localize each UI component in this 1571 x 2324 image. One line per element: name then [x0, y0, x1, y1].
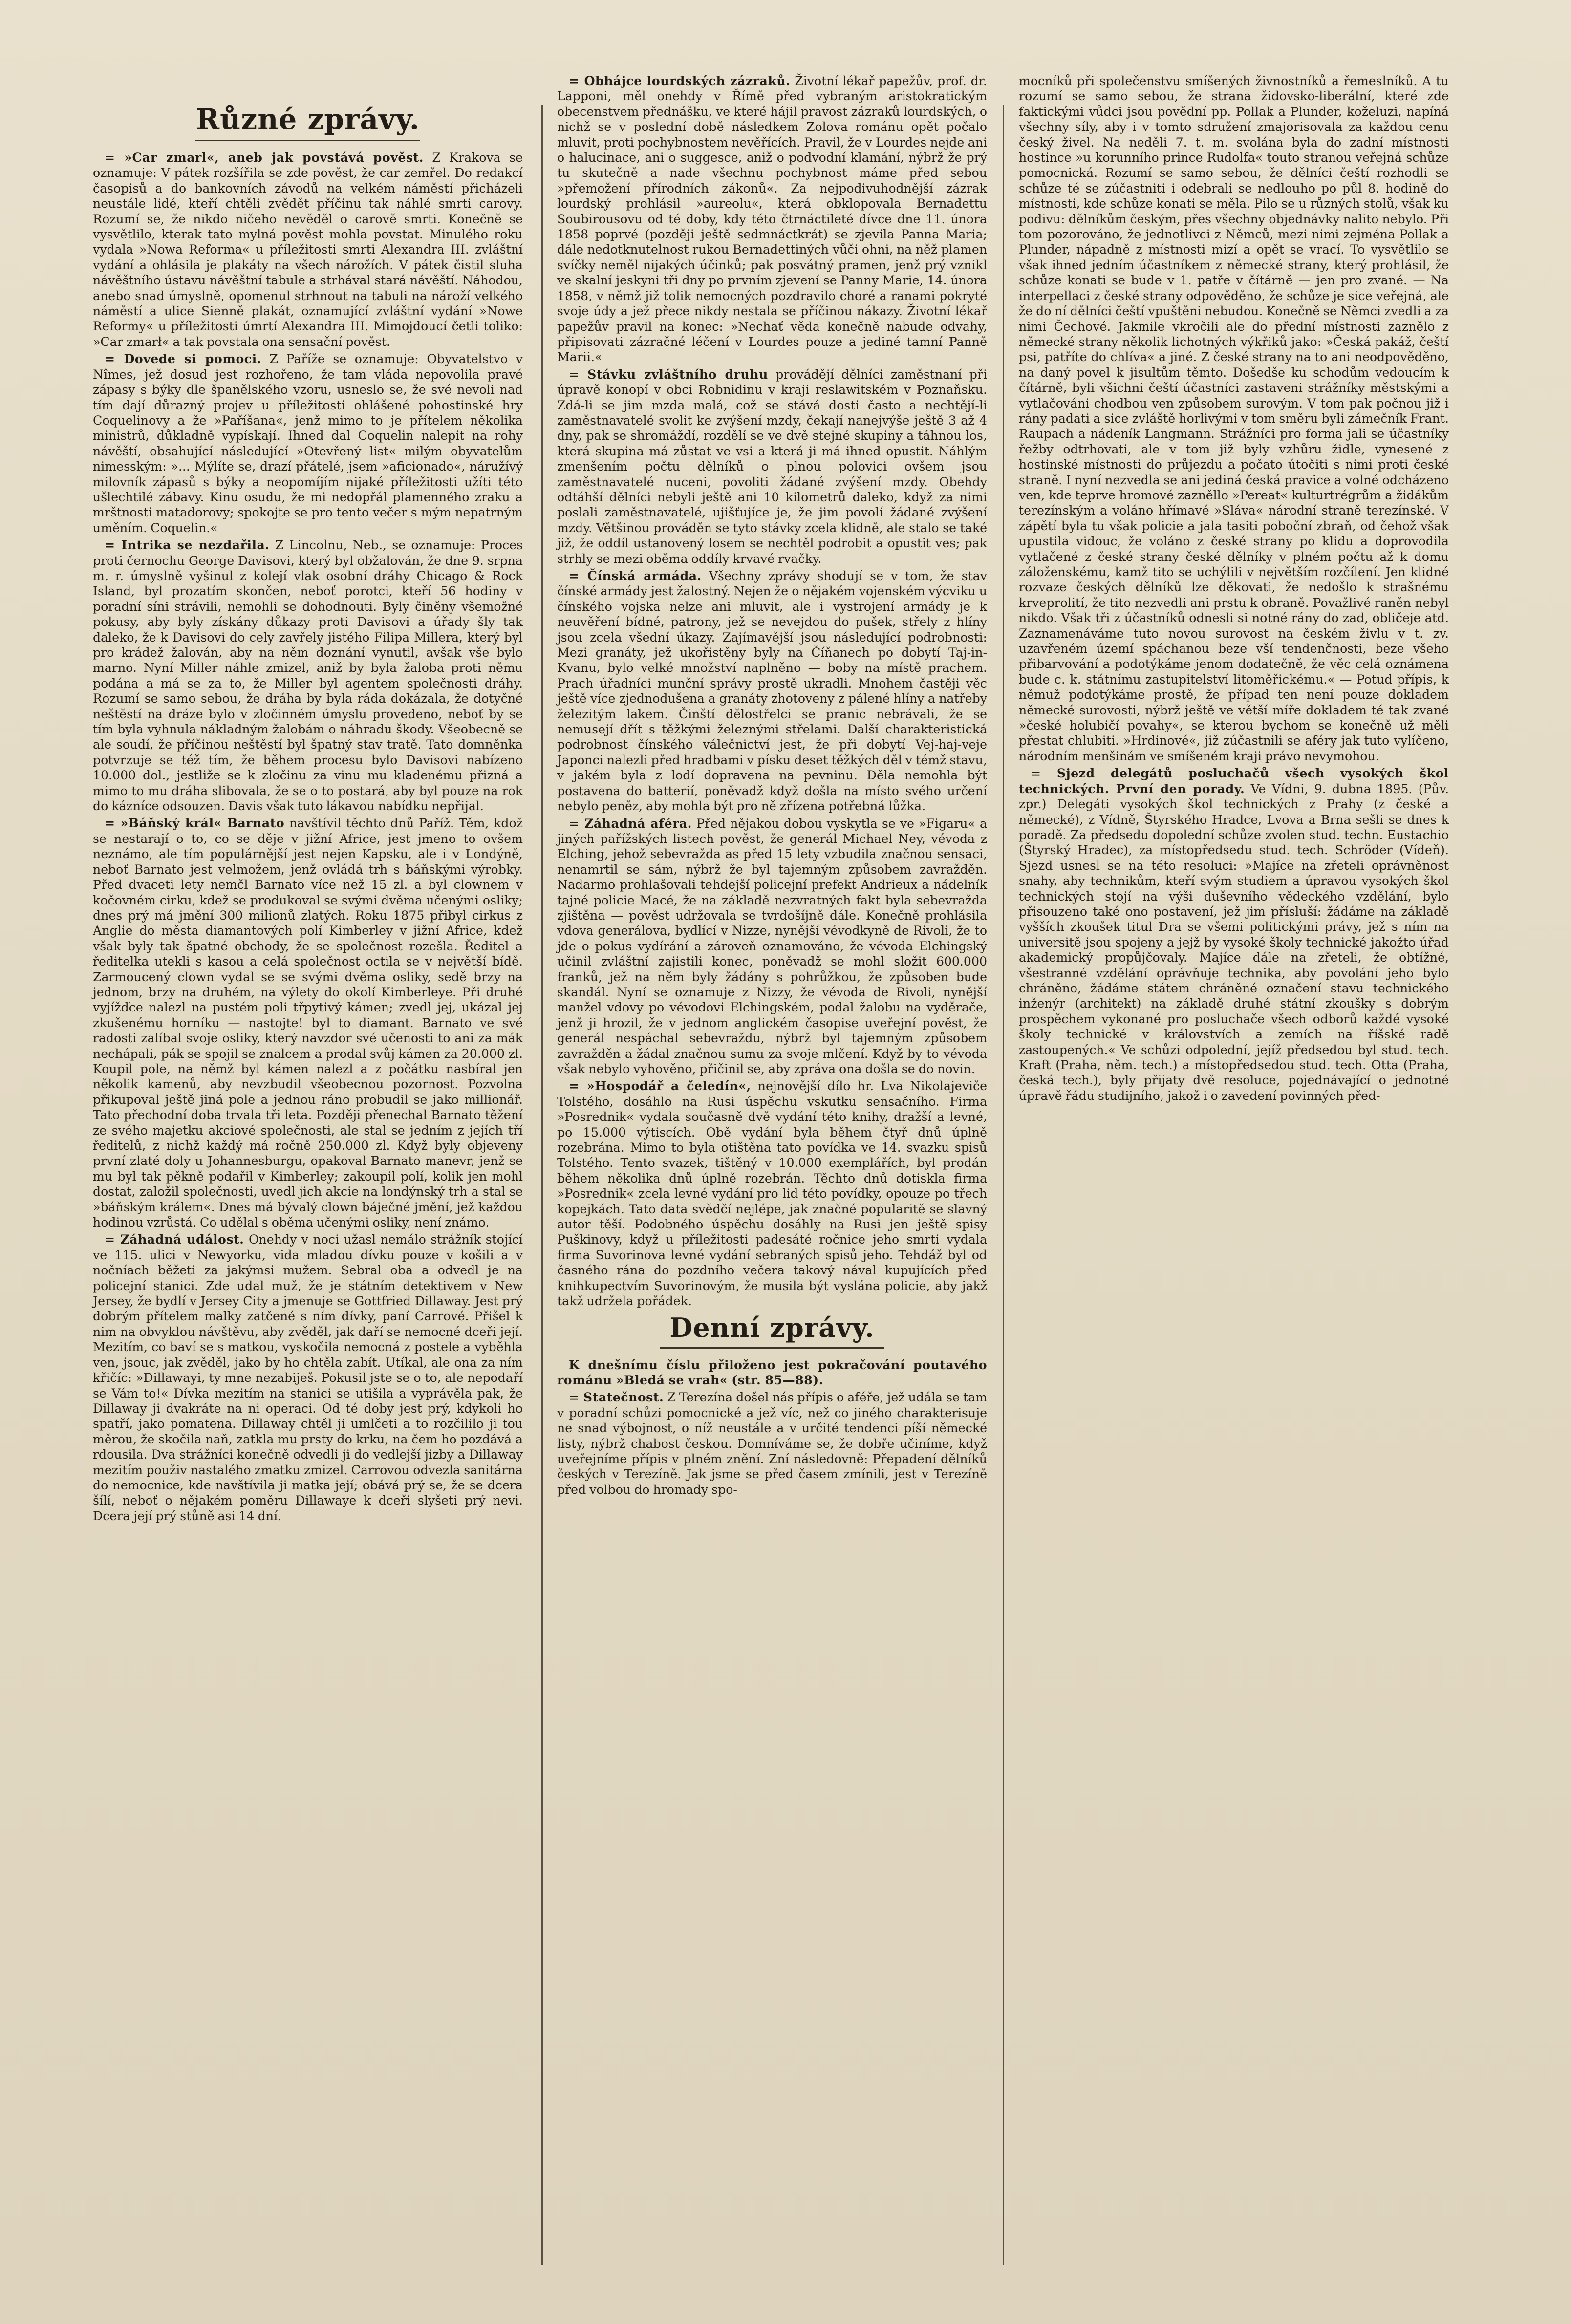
column-2 — [557, 73, 987, 1499]
section-title-ruzne: Různé zprávy. — [195, 103, 420, 136]
article-body: Před nějakou dobou vyskytla se ve »Figaru« a jiných pařížských listech pověst, že generál Michael Ney, vévoda z Elching, jehož sebevražda as před 15 lety vzbudila značnou sensaci, nenamrtil se sám, nýbrž že byl tajemným způsobem zavražděn. Nadarmo prohlašovali tehdejší policejní prefekt Andrieux a nádelník tajné policie Macé, že na základě nezvratných fakt byla sebevražda zjištěna — pověst udržovala se tvrdošíjně dále. Konečně prohlásila vdova generálova, bydlící v Nizze, nynější vévodkyně de Rivoli, že to jde o pokus vydírání a zároveň oznamováno, že vévoda Elchingský učinil zvláštní zajistili konec, poněvadž se mohl složit 600.000 franků, jež na něm byly žádány s pohrůžkou, že způsoben bude skandál. Nyní se oznamuje z Nizzy, že vévoda de Rivoli, nynější manžel vdovy po vévodovi Elchingském, podal žalobu na vyděrače, jenž ji hrozil, že v jednom anglickém časopise uveřejní pověst, že generál nespáchal sebevraždu, nýbrž byl tajemným způsobem zavražděn a žádal značnou sumu za svoje mlčení. Když by to vévoda však nebylo vyhověno, přičinil se, aby zpráva ona došla se do novin. — [557, 816, 987, 1076]
column-3 — [1019, 73, 1449, 1105]
article-dovede-si-pomoci — [93, 351, 523, 536]
article-lead: = Čínská armáda. — [569, 568, 702, 583]
article-body: Z Krakova se oznamuje: V pátek rozšířila se zde pověst, že car zemřel. Do redakcí časopisů a do bankovních závodů na velkém náměstí přicházeli neustále lidé, kteří chtěli zvědět příčinu tak náhlé smrti carovy. Rozumí se, že nikdo ničeho nevěděl o carově smrti. Konečně se vysvětlilo, kterak tato mylná pověst mohla povstat. Minulého roku vydala »Nowa Reforma« u příležitosti smrti Alexandra III. zvláštní vydání a ohlásila je plakáty na všech nárožích. V pátek čistil sluha návěštního ústavu návěštní tabule a strhával stará návěští. Náhodou, anebo snad úmyslně, opomenul strhnout na tabuli na nároží velkého náměstí a ulice Sienně plakát, oznamující zvláštní vydání »Nowe Reformy« u příležitosti úmrtí Alexandra III. Mimojdoucí četli toliko: »Car zmarł« a tak povstala ona sensační pověst. — [93, 151, 523, 349]
section-title-underline — [660, 1347, 884, 1349]
article-hospodar-a-celedin — [557, 1078, 987, 1309]
article-body: Životní lékař papežův, prof. dr. Lapponi, měl onehdy v Římě před vybraným aristokratickým obecenstvem přednášku, ve které hájil pravost zázraků lourdských, o nichž se v poslední době následkem Zolova románu opět počalo mluvit, proti pochybnostem nevěřících. Pravil, že v Lourdes nejde ani o halucinace, ani o suggesce, aniž o podvodní klamání, nýbrž že prý tu skutečně a nade všechnu pochybnost máme před sebou »přemožení přírodních zákonů«. Za nejpodivuhodnější zázrak lourdský prohlásil »aureolu«, která obklopovala Bernadettu Soubirousovu od té doby, kdy této čtrnáctileté dívce dne 11. února 1858 poprvé (později ještě sedmnáctkrát) se zjevila Panna Maria; dále nedotknutelnost rukou Bernadettiných vůči ohni, na něž plamen svíčky neměl nijakých účinků; pak posvátný pramen, jenž prý vznikl ve skalní jeskyni tři dny po prvním zjevení se Panny Marie, 14. února 1858, v němž již tolik nemocných pozdravilo choré a ranami pokryté svoje údy a jež přece nikdy nestala se příčinou nákazy. Životní lékař papežův pravil na konec: »Nechať věda konečně nabude odvahy, připisovati zázračné léčení v Lourdes pouze a jediné tamní Panně Marii.« — [557, 74, 987, 365]
article-obhajce — [557, 73, 987, 365]
column-rule-left — [541, 105, 543, 2265]
article-body: Všechny zprávy shodují se v tom, že stav čínské armády jest žalostný. Nejen že o nějakém vojenském výcviku u čínského vojska nelze ani mluvit, ale i vystrojení armády je k neuvěření bídné, patrony, jež se nevejdou do pušek, střely z hlíny jsou zcela všední úkazy. Zajímavější jsou následující podrobnosti: Mezi granáty, jež ukořistěny byly na Číňanech po dobytí Taj-in-Kvanu, bylo velké množství naplněno — boby na místě prachem. Prach úřadníci munční správy prostě ukradli. Mnohem častěji věc ještě více zjednodušena a granáty zhotoveny z pálené hlíny a natřeby železitým lakem. Činští dělostřelci se pranic nebrávali, že se nemusejí dřít s těžkými železnými střelami. Další charakteristická podrobnost čínského válečnictví jest, že při dobytí Vej-haj-veje Japonci nalezli před hradbami v písku deset těžkých děl v témž stavu, v jakém byla z lodí dopravena na pevninu. Děla nemohla být postavena do batterií, poněvadž když došla na místo svého určení nebylo peněz, aby mohla být pro ně zřízena potřebná lůžka. — [557, 569, 987, 814]
article-pokracovani-romanu — [557, 1357, 987, 1388]
article-zahadna-udalost — [93, 1232, 523, 1524]
article-statecnost-continued — [1019, 73, 1449, 764]
article-body: provádějí dělníci zaměstnaní při úpravě konopí v obci Robnidinu v kraji reslawitském v Poznaňsku. Zdá-li se jim mzda malá, což se stává dosti často a nechtějí-li zaměstnavatelé svolit ke zvýšení mzdy, čekají nanejvýše ještě 3 až 4 dny, pak se shromáždí, rozdělí se ve dvě stejné skupiny a táhnou los, která skupina má zůstat ve vsi a která ji má ihned opustit. Náhlým zmenšením počtu dělníků o plnou polovici ovšem jsou zaměstnavatelé nuceni, povoliti žádané zvýšení mzdy. Obehdy odtáhší dělníci nebyli ještě ani 10 kilometrů daleko, když za nimi poslali zaměstnavatelé, ujišťujíce je, že jim povolí žádané zvýšení mzdy. Většinou prováděn se tyto stávky zcela klidně, ale stalo se také již, že oddíl ustanovený losem se nechtěl podrobit a opustit ves; pak strhly se mezi oběma oddíly krvavé rvačky. — [557, 367, 987, 566]
article-car-zmarl — [93, 150, 523, 349]
article-body: Onehdy v noci užasl nemálo strážník stojící ve 115. ulici v Newyorku, vida mladou dívku pouze v košili a v nočníach běžeti za jakýmsi mužem. Sebral oba a odvedl je na policejní stanici. Zde udal muž, že je státním detektivem v New Jersey, že bydlí v Jersey City a jmenuje se Gottfried Dillaway. Jest prý dobrým přítelem malky zatčené s ním dívky, paní Carrové. Přišel k nim na obvyklou návštěvu, aby zvěděl, jak daří se nemocné dceři její. Mezitím, co baví se s matkou, vyskočila nemocná z postele a vyběhla ven, jsouc, jak zvěděl, jako by ho chtěla zabít. Utíkal, ale ona za ním křičíc: »Dillawayi, ty mne nezabiješ. Pokusil jste se o to, ale nepodaří se Vám to!« Dívka mezitím na stanici se utišila a vyprávěla pak, že Dillaway ji dvakráte na ni operaci. Od té doby jest prý, kdykoli ho spatří, jako pomatena. Dillaway chtěl ji umlčeti a to rozčililo ji tou měrou, že skočila naň, zatkla mu prsty do krku, na čem ho pozdává a rdousila. Dva strážníci konečně odvedli ji do vedlejší jizby a Dillaway mezitím použiv nastalého zmatku zmizel. Carrovou odvezla sanitárna do nemocnice, kde navštívila ji matka její; obává prý se, že se dcera šílí, neboť o nějakém poměru Dillawaye k dceři slyšeti prý nevi. Dcera její prý stůně asi 14 dní. — [93, 1232, 523, 1523]
article-body: Z Lincolnu, Neb., se oznamuje: Proces proti černochu George Davisovi, který byl obžalován, že dne 9. srpna m. r. úmyslně vyšinul z kolejí vlak osobní dráhy Chicago & Rock Island, byl prozatím skončen, neboť porotci, kteří 56 hodiny v poradní síni strávili, nemohli se dohodnouti. Byly činěny všemožné pokusy, aby byly získány důkazy proti Davisovi a úřady šly tak daleko, že k Davisovi do cely zavřely jistého Filipa Millera, který byl pro krádež žalován, aby na něm doznání vynutil, avšak vše bylo marno. Nyní Miller náhle zmizel, aniž by byla žaloba proti němu podána a má se za to, že Miller byl agentem společnosti dráhy. Rozumí se samo sebou, že dráha by byla ráda dokázala, že dotyčné neštěstí na dráze bylo v zločinném úmyslu provedeno, neboť by se tím byla vyhnula nákladným žalobám o náhradu škody. Všeobecně se ale soudí, že příčinou neštěstí byl špatný stav tratě. Tato domněnka potvrzuje se též tím, že během procesu bylo Davisovi nabízeno 10.000 dol., jestliže se k zločinu za vinu mu kladenému přizná a mimo to mu dráha slibovala, že se o to postará, aby byl pouze na rok do kázníce odsouzen. Davis však tuto lákavou nabídku nepřijal. — [93, 538, 523, 814]
article-intrika — [93, 538, 523, 814]
article-zahadna-afera — [557, 816, 987, 1077]
article-lead: = Statečnost. — [569, 1390, 664, 1405]
article-sjezd-delegatu — [1019, 766, 1449, 1103]
article-body: nejnovější dílo hr. Lva Nikolajeviče Tolstého, dosáhlo na Rusi úspěchu vskutku sensačního. Firma »Posrednik« vydala současně dvě vydání této knihy, dražší a levné, po 15.000 výtiscích. Obě vydání byla během čtyř dnů úplně rozebrána. Mimo to byla otištěna tato povídka ve 14. svazku spisů Tolstého. Tento svazek, tištěný v 10.000 exemplářích, byl prodán během několika dnů úplně rozebrán. Těchto dnů dotiskla firma »Posrednik« zcela levné vydání pro lid této povídky, opouze po třech kopejkách. Tato data svědčí nejlépe, jak značné popularitě se slavný autor těší. Podobného úspěchu dosáhly na Rusi jen ještě spisy Puškinovy, když u příležitosti padesáté ročnice jeho smrti vydala firma Suvorinova levné vydání sebraných spisů jeho. Tehdáž byl od časného rána do pozdního večera takový nával kupujících před knihkupectvím Suvorinovým, že musila být vyslána policie, aby jakž takž udržela pořádek. — [557, 1079, 987, 1309]
article-body: navštívil těchto dnů Paříž. Těm, kdož se nestarají o to, co se děje v jižní Africe, jest jmeno to ovšem neznámo, ale tím populárnější jest nejen Kapsku, ale i v Londýně, neboť Barnato jest velmožem, jenž ovládá trh s báňskými výrobky. Před dvaceti lety nemčl Barnato více než 15 zl. a byl clownem v kočovném cirku, kdež se produkoval se svými dvěma učenými osliky; dnes prý má jmění 300 milionů zlatých. Roku 1875 přibyl cirkus z Anglie do města diamantových polí Kimberley v jižní Africe, kdež však byly tak špatné obchody, že se společnost rozešla. Ředitel a ředitelka utekli s kasou a celá společnost octila se v největší bídě. Zarmoucený clown vydal se se svými dvěma osliky, sedě brzy na jednom, brzy na druhém, na výlety do okolí Kimberleye. Při druhé vyjížďce nalezl na pustém poli třpytivý kámen; zvedl jej, ukázal jej zkušenému horníku — nastojte! byl to diamant. Barnato ve své radosti zalíbal svoje osliky, který navzdor své učenosti to ani za mák nechápali, pák se spojil se znalcem a prodal svůj kámen za 20.000 zl. Koupil pole, na němž byl kámen nalezl a z počátku nasbíral jen několik kamenů, aby nevzbudil všeobecnou pozornost. Pozvolna přikupoval ještě jiná pole a jednou ráno probudil se jako millionář. Tato přechodní doba trvala tři leta. Později přenechal Barnato těžení ze svého majetku akciové společnosti, ale stal se jedním z jejích tří ředitelů, z nichž každý má ročně 250.000 zl. Když byly objeveny první zlaté doly u Johannesburgu, opakoval Barnato manevr, jenž se mu byl tak pěkně podařil v Kimberley; zakoupil polí, kolik jen mohl dostat, založil společnosti, uvedl jich akcie na londýnský trh a stal se »báňským králem«. Dnes má bývalý clown báječné jmění, jež každou hodinou vzrůstá. Co udělal s oběma učenými osliky, není známo. — [93, 816, 523, 1230]
article-body: Z Paříže se oznamuje: Obyvatelstvo v Nîmes, jež dosud jest rozhořeno, že tam vláda nepovolila pravé zápasy s býky dle španělského vzoru, usneslo se, že své nevoli nad tím dají důrazný projev u příležitosti ohlášené pohostinské hry Coquelinovy a že »Paříšana«, jenž mimo to je přítelem několika ministrů, důkladně vypískají. Ihned dal Coquelin nalepit na rohy návěští, obsahující následující »Otevřený list« milým obyvatelům nimesským: »... Mýlíte se, drazí přátelé, jsem »aficionado«, náružívý milovník zápasů s býky a neopomíjím nijaké příležitosti užíti této ušlechtilé zábavy. Kinu osudu, že mi nedopřál plamenného zraku a mrštnosti matadorovy; spokojte se pro tento večer s mým nepatrným uměním. Coquelin.« — [93, 352, 523, 535]
article-lead: = Stávku zvláštního druhu — [569, 366, 768, 382]
article-lead: = Intrika se nezdařila. — [105, 538, 270, 553]
article-cinska-armada — [557, 568, 987, 814]
column-1 — [93, 73, 523, 1526]
article-lead: = Dovede si pomoci. — [105, 351, 261, 366]
article-body: Ve Vídni, 9. dubna 1895. (Pův. zpr.) Delegáti vysokých škol technických z Prahy (z české a německé), z Vídně, Štyrského Hradce, Lvova a Brna sešli se dnes k poradě. Za předsedu dopolední schůze zvolen stud. techn. Eustachio (Štyrský Hradec), za místopředsedu stud. tech. Schröder (Vídeň). Sjezd usnesl se na této resoluci: »Majíce na zřeteli oprávněnost snahy, aby technikům, kteří svým studiem a úpravou vysokých škol technických stojí na výši duševního vědeckého vzdělání, bylo přisouzeno také ono postavení, jež jim přísluší: žádáme na základě vyšších zkoušek titul Dra se všemi politickými právy, jež s ním na universitě jsou spojeny a jejž by vysoké školy technické jakožto úřad akademický propůjčovaly. Majíce dále na zřeteli, že obtížné, všestranné vzdělání oprávňuje technika, aby povolání jeho bylo chráněno, žádáme státem chráněné označení stavu technického inženýr (architekt) na základě druhé státní zkoušky s dobrým prospěchem vykonané pro posluchače všech odborů každé vysoké školy technické v královstvích a zemích na říšské radě zastoupených.« Ve schůzi odpolední, jejíž předsedou byl stud. tech. Kraft (Praha, něm. tech.) a místopředsedou stud. tech. Otta (Praha, česká tech.), byly přijaty dvě resoluce, pojednávající o jednotné úpravě řádu studijního, jakož i o zavedení povinných před- — [1019, 781, 1449, 1103]
section-title-denni: Denní zprávy. — [669, 1312, 875, 1343]
column-rule-right — [1003, 105, 1004, 2265]
article-lead: = »Báňský král« Barnato — [105, 816, 285, 831]
article-lead: = Obhájce lourdských zázraků. — [569, 73, 791, 88]
article-statecnost — [557, 1390, 987, 1497]
article-lead: = »Car zmarl«, aneb jak povstává pověst. — [105, 150, 424, 165]
article-body: mocníků při společenstvu smíšených živnostníků a řemeslníků. A tu rozumí se samo sebou, že strana židovsko-liberální, které zde faktickými vůdci jsou povědní pp. Pollak a Plunder, koželuzi, napíná všechny síly, aby i v tomto sdružení zmajorisovala za každou cenu český živel. Na neděli 7. t. m. svolána byla do zadní místnosti hostince »u korunního prince Rudolfa« touto stranou veřejná schůze pomocnická. Rozumí se samo sebou, že dělníci čeští rozhodli se schůze té se zúčastniti i odebrali se nedlouho po půl 8. hodině do místnosti, kde schůze konati se měla. Pilo se u různých stolů, však ku podivu: dělníkům českým, přes všechny objednávky nalito nebylo. Při tom pozorováno, že jednotlivci z Němců, mezi nimi zejména Pollak a Plunder, nápadně z místnosti mizí a opět se vrací. To vysvětlilo se však ihned jedním účastníkem z německé strany, který prohlásil, že schůze konati se bude v 1. patře v čítárně — jen pro zvané. — Na interpellaci z české strany odpověděno, že schůze je sice veřejná, ale že do ní dělníci čeští vpuštěni nebudou. Konečně se Němci zvedli a za nimi Čechové. Jakmile vkročili ale do přední místnosti zaznělo z německé strany několik lichotných výkřiků jako: »Česká pakáž, čeští psi, patříte do chlíva« a jiné. Z české strany na to ani neodpověděno, na daný povel k jisultům těmto. Došedše ku schodům vedoucím k čítárně, byli všichni čeští účastníci zastaveni strážníky městskými a vytlačováni chodbou ven způsobem surovým. V tom pak počnou již i rány padati a sice zvláště horlivými v tom směru byli zámečník Frant. Raupach a nádeník Langmann. Strážníci pro forma jali se účastníky řežby odtrhovati, ale v tom již byly vzhůru židle, vynesené z hostinské místnosti do průjezdu a počato útočiti s nimi proti české straně. I nyní nezvedla se ani jediná česká pravice a volné odcházeno ven, kde teprve hromové zazněllo »Pereat« kulturtrégrům a židákům terezínským a voláno hřímavé »Sláva« národní straně terezínské. V zápětí byla tu však policie a jala tasiti poboční zbraň, od čehož však upustila vidouc, že voláno z české strany po klidu a doprovodila vytlačené z české strany české dělníky v plném počtu až k domu záloženskému, kamž tito se uchýlili v největším rozčílení. Jen klidné rozvaze českých dělníků lze děkovati, že nedošlo k strašnému krveprolití, že tito nezvedli ani prstu k obraně. Považlivé raněn nebyl nikdo. Však tři z účastníků odnesli si notné rány do zad, obličeje atd. Zaznamenáváme tuto novou surovost na českém živlu v t. zv. uzavřeném území spáchanou beze vší tendenčnosti, beze všeho přibarvování a podotýkáme jenom dodatečně, že věc celá oznámena bude c. k. státnímu zastupitelství litoměřickému.« — Potud přípis, k němuž podotýkáme prostě, že případ ten není pouze dokladem německé surovosti, nýbrž ještě ve větší míře dokladem té tak zvané »české holubičí povahy«, se kterou bychom se konečně už měli přestat chlubiti. »Hrdinové«, již zúčastnili se aféry jak tuto vylíčeno, národním menšinám ve smíšeném kraji právo nevymohou. — [1019, 74, 1449, 763]
article-stavka — [557, 367, 987, 566]
article-lead: K dnešnímu číslu přiloženo jest pokračování poutavého románu »Bledá se vrah« (str. 85—88). — [557, 1357, 987, 1387]
section-title-underline — [195, 140, 420, 141]
article-body: Z Terezína došel nás přípis o aféře, jež udála se tam v poradní schůzi pomocnické a jež víc, než co jiného charakterisuje ne snad výbojnost, o níž neustále a v určité tendenci píší německé listy, nýbrž chabost českou. Domníváme se, že dobře učiníme, když uveřejníme přípis v plném znění. Zní následovně: Přepadení dělníků českých v Terezíně. Jak jsme se před časem zmínili, jest v Terezíně před volbou do hromady spo- — [557, 1390, 987, 1497]
article-lead: = Sjezd delegátů posluchačů všech vysokých škol technických. První den porady. — [1019, 766, 1449, 796]
article-lead: = Záhadná událost. — [105, 1232, 244, 1247]
article-lead: = Záhadná aféra. — [569, 816, 692, 831]
article-lead: = »Hospodář a čeledín«, — [569, 1078, 751, 1094]
article-banesky-kral — [93, 816, 523, 1230]
